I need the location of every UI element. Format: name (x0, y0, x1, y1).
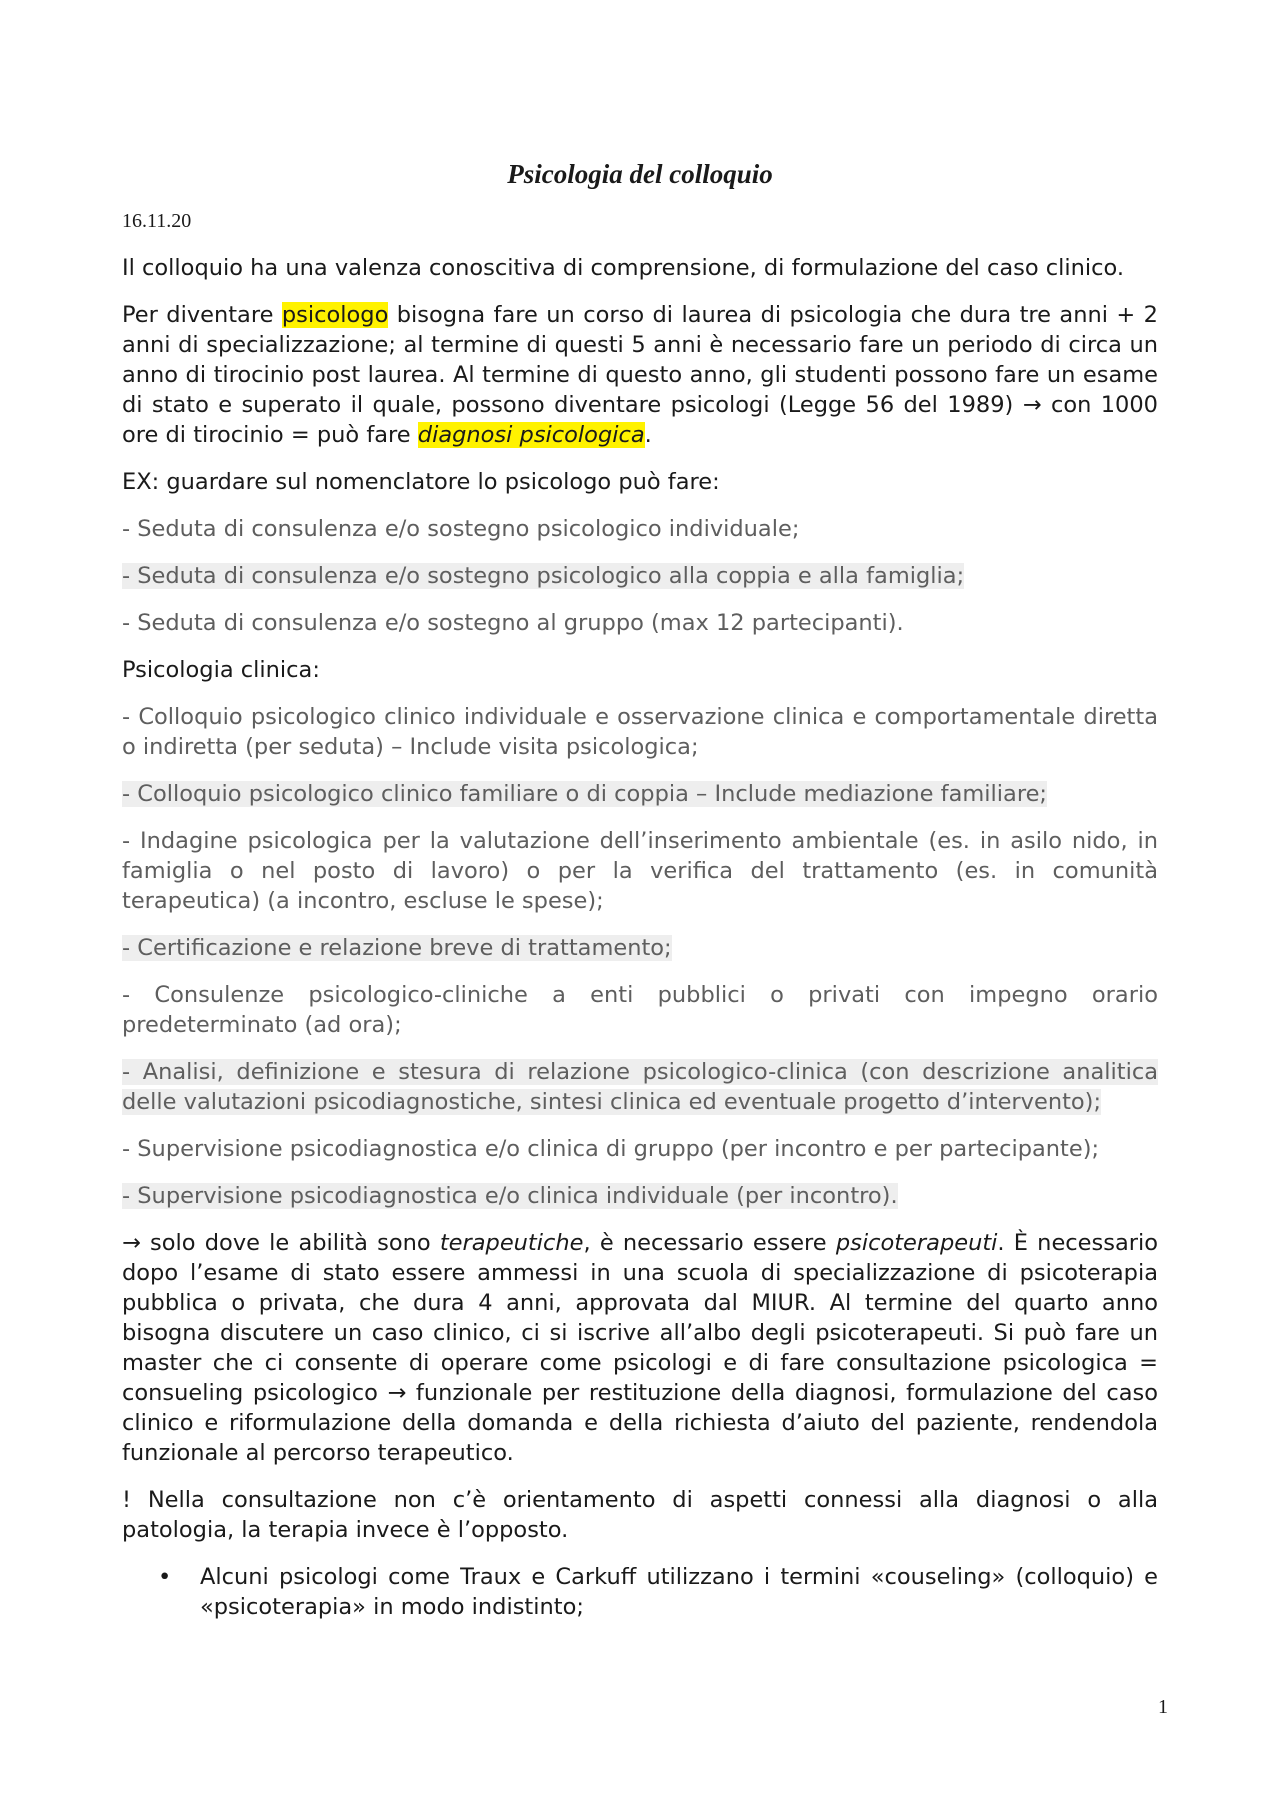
text-run: funzionale per restituzione della diagnosi, formulazione del caso clinico e riformulazione della domanda e della richiesta d’aiuto del paziente, rendendola funzionale al percorso terapeutico. (122, 1380, 1159, 1466)
list2-item: - Indagine psicologica per la valutazione dell’inserimento ambientale (es. in asilo nido, in famiglia o nel posto di lavoro) o per la verifica del trattamento (es. in comunità terapeutica) (a incontro, escluse le spese); (122, 828, 1158, 914)
shaded-text: - Analisi, definizione e stesura di relazione psicologico-clinica (con descrizione analitica delle valutazioni psicodiagnostiche, sintesi clinica ed eventuale progetto d’intervento); (122, 1059, 1158, 1115)
paragraph-nomenclatore: EX: guardare sul nomenclatore lo psicologo può fare: (122, 469, 720, 495)
shaded-text: - Colloquio psicologico clinico familiare o di coppia – Include mediazione familiare; (122, 781, 1048, 807)
paragraph-psicoterapeuti (122, 1228, 1158, 1468)
text-run: Per diventare (122, 302, 282, 328)
text-run: . (644, 422, 652, 448)
list1-item: - Seduta di consulenza e/o sostegno al gruppo (max 12 partecipanti). (122, 610, 904, 636)
text-run: , è necessario essere (583, 1230, 836, 1256)
bullet-item: • Alcuni psicologi come Traux e Carkuff utilizzano i termini «couseling» (colloquio) e «psicoterapia» in modo indistinto; (200, 1562, 1158, 1622)
text-run: solo dove le abilità sono (140, 1230, 440, 1256)
shaded-text: - Supervisione psicodiagnostica e/o clinica individuale (per incontro). (122, 1183, 898, 1209)
shaded-text: - Certificazione e relazione breve di trattamento; (122, 935, 672, 961)
italic-psicoterapeuti: psicoterapeuti (835, 1230, 998, 1256)
paragraph-intro: Il colloquio ha una valenza conoscitiva di comprensione, di formulazione del caso clinico. (122, 255, 1125, 281)
page-number: 1 (1158, 1696, 1168, 1718)
highlight-diagnosi-psicologica: diagnosi psicologica (417, 422, 645, 448)
arrow-right-icon: → (122, 1230, 141, 1256)
text-run: con 1000 ore di tirocinio = può fare (122, 392, 1158, 448)
list2-item (122, 1181, 1158, 1211)
list2-item: - Colloquio psicologico clinico individuale e osservazione clinica e comportamentale diretta o indiretta (per seduta) – Include visita psicologica; (122, 704, 1158, 760)
list2-item: - Supervisione psicodiagnostica e/o clinica di gruppo (per incontro e per partecipante); (122, 1136, 1100, 1162)
italic-terapeutiche: terapeutiche (439, 1230, 584, 1256)
list2-item (122, 779, 1158, 809)
document-title: Psicologia del colloquio (507, 159, 773, 189)
list2-item: - Consulenze psicologico-cliniche a enti pubblici o privati con impegno orario predeterminato (ad ora); (122, 982, 1158, 1038)
document-date: 16.11.20 (122, 210, 192, 232)
list2-item (122, 1057, 1158, 1117)
highlight-psicologo: psicologo (281, 302, 389, 328)
list2-item (122, 933, 1158, 963)
text-run: bisogna fare un corso di laurea di psicologia che dura tre anni + 2 anni di specializzazione; al termine di questi 5 anni è necessario fare un periodo di circa un anno di tirocinio post laurea. Al termine di questo anno, gli studenti possono fare un esame di stato e superato il quale, possono diventare psicologi (Legge 56 del 1989) (122, 302, 1159, 418)
paragraph-consultazione: ! Nella consultazione non c’è orientamento di aspetti connessi alla diagnosi o alla patologia, la terapia invece è l’opposto. (122, 1487, 1158, 1543)
text-run: . È necessario dopo l’esame di stato essere ammessi in una scuola di specializzazione di psicoterapia pubblica o privata, che dura 4 anni, approvata dal MIUR. Al termine del quarto anno bisogna discutere un caso clinico, ci si iscrive all’albo degli psicoterapeuti. Si può fare un master che ci consente di operare come psicologi e di fare consultazione psicologica = consueling psicologico (122, 1230, 1158, 1406)
arrow-right-icon: → (387, 1380, 407, 1406)
heading-psicologia-clinica: Psicologia clinica: (122, 657, 320, 683)
paragraph-how-to-become (122, 300, 1158, 450)
shaded-text: - Seduta di consulenza e/o sostegno psicologico alla coppia e alla famiglia; (122, 563, 965, 589)
list1-item: - Seduta di consulenza e/o sostegno psicologico individuale; (122, 516, 800, 542)
list1-item (122, 561, 1158, 591)
bullet-list (122, 1562, 1158, 1622)
arrow-right-icon: → (1022, 392, 1042, 418)
